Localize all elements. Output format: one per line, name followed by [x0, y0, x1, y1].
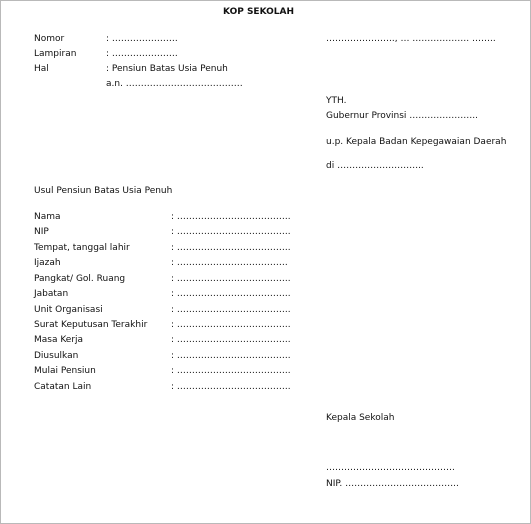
recipient-governor: Gubernur Provinsi …………………..	[326, 111, 479, 121]
field-value-masa-kerja: : ………………………………..	[171, 335, 291, 345]
field-label-ijazah: Ijazah	[34, 258, 61, 268]
lampiran-label: Lampiran	[34, 49, 77, 59]
page-title: KOP SEKOLAH	[223, 7, 295, 17]
field-value-jabatan: : ………………………………..	[171, 289, 291, 299]
nomor-value: : ………………….	[106, 34, 178, 44]
field-value-diusulkan: : ………………………………..	[171, 351, 291, 361]
field-label-ttl: Tempat, tanggal lahir	[34, 243, 130, 253]
signature-title: Kepala Sekolah	[326, 413, 395, 423]
place-date: ………………….., … ………………. ……..	[326, 34, 496, 44]
field-label-jabatan: Jabatan	[34, 289, 69, 299]
field-value-pangkat: : ………………………………..	[171, 274, 291, 284]
field-label-nama: Nama	[34, 212, 61, 222]
nomor-label: Nomor	[34, 34, 65, 44]
recipient-di: di ………………………..	[326, 161, 424, 171]
field-label-diusulkan: Diusulkan	[34, 351, 79, 361]
field-value-nama: : ………………………………..	[171, 212, 291, 222]
field-value-mulai-pensiun: : ………………………………..	[171, 366, 291, 376]
signature-nip-line: NIP. ………………………………..	[326, 479, 459, 489]
field-value-catatan: : ………………………………..	[171, 382, 291, 392]
lampiran-value: : ………………….	[106, 49, 178, 59]
recipient-yth: YTH.	[326, 96, 347, 106]
field-value-ttl: : ………………………………..	[171, 243, 291, 253]
an-line: a.n. …………………………………	[106, 79, 243, 89]
field-label-catatan: Catatan Lain	[34, 382, 92, 392]
recipient-up: u.p. Kepala Badan Kepegawaian Daerah	[326, 137, 507, 147]
field-value-unit: : ………………………………..	[171, 305, 291, 315]
field-label-nip: NIP	[34, 227, 49, 237]
field-label-sk: Surat Keputusan Terakhir	[34, 320, 148, 330]
field-value-sk: : ………………………………..	[171, 320, 291, 330]
field-value-ijazah: : ……………………………….	[171, 258, 288, 268]
signature-name-line: …………………………………….	[326, 463, 455, 473]
field-label-mulai-pensiun: Mulai Pensiun	[34, 366, 96, 376]
field-value-nip: : ………………………………..	[171, 227, 291, 237]
field-label-pangkat: Pangkat/ Gol. Ruang	[34, 274, 126, 284]
field-label-unit: Unit Organisasi	[34, 305, 103, 315]
field-label-masa-kerja: Masa Kerja	[34, 335, 84, 345]
subject-line: Usul Pensiun Batas Usia Penuh	[34, 186, 173, 196]
hal-value: : Pensiun Batas Usia Penuh	[106, 64, 228, 74]
hal-label: Hal	[34, 64, 49, 74]
